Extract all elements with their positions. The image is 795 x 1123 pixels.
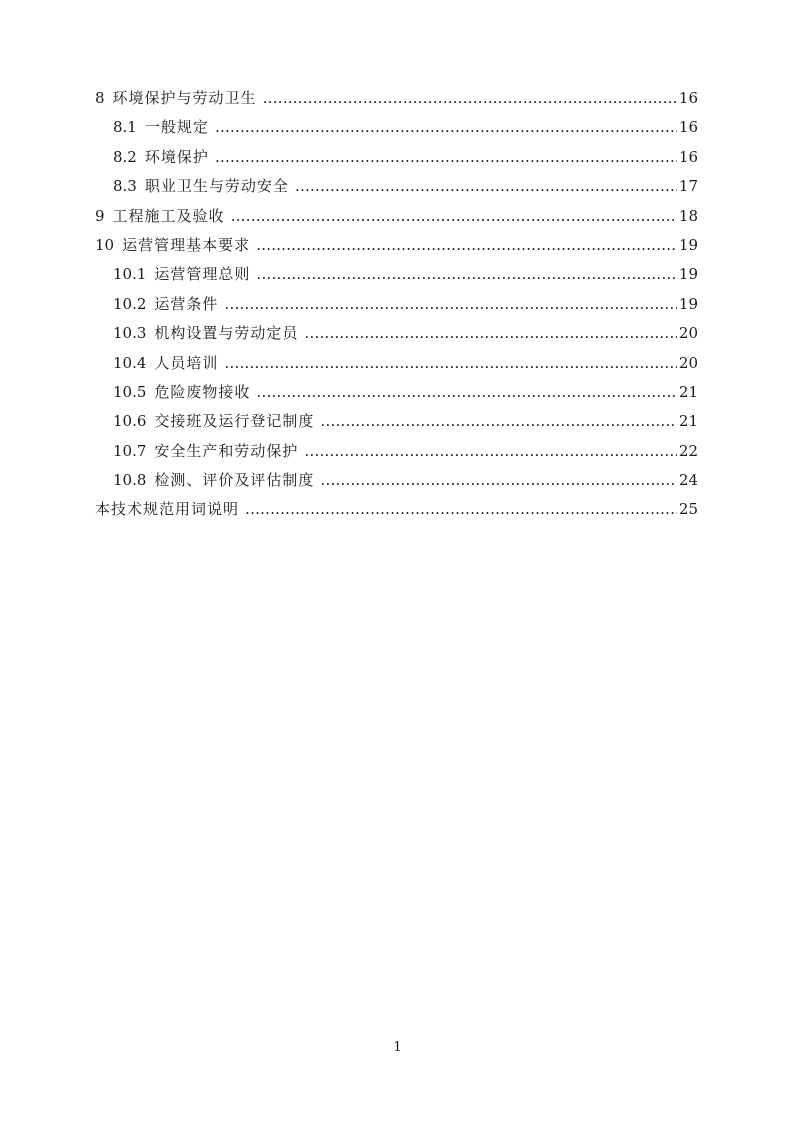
toc-entry-number: 8.3	[113, 177, 137, 196]
toc-entry-page: 21	[678, 412, 698, 431]
toc-entry-title: 工程施工及验收	[112, 206, 225, 225]
toc-dot-leader	[224, 349, 676, 378]
toc-entry-8-1[interactable]	[95, 113, 698, 142]
toc-entry-10-4[interactable]	[95, 349, 698, 378]
toc-entry-10-5[interactable]	[95, 378, 698, 407]
toc-entry-title: 机构设置与劳动定员	[154, 324, 299, 343]
toc-entry-title: 安全生产和劳动保护	[154, 441, 299, 460]
toc-entry-page: 21	[678, 382, 698, 401]
toc-dot-leader	[304, 319, 676, 348]
toc-entry-10-2[interactable]	[95, 290, 698, 319]
toc-entry-terms-explanation[interactable]	[95, 495, 698, 524]
toc-entry-title: 环境保护	[144, 147, 209, 166]
toc-entry-title: 危险废物接收	[154, 382, 251, 401]
toc-dot-leader	[320, 466, 676, 495]
toc-dot-leader	[304, 437, 676, 466]
toc-entry-page: 19	[678, 235, 698, 254]
toc-entry-page: 20	[678, 324, 698, 343]
toc-entry-number: 10.7	[113, 441, 147, 460]
toc-entry-title: 运营管理基本要求	[122, 235, 251, 254]
toc-entry-title: 运营管理总则	[154, 265, 251, 284]
toc-entry-10-8[interactable]	[95, 466, 698, 495]
toc-entry-page: 19	[678, 294, 698, 313]
toc-entry-title: 人员培训	[154, 353, 219, 372]
toc-entry-number: 9	[95, 206, 105, 225]
toc-entry-number: 10	[95, 235, 115, 254]
toc-entry-number: 10.1	[113, 265, 147, 284]
toc-entry-8[interactable]	[95, 84, 698, 113]
toc-entry-number: 8.1	[113, 118, 137, 137]
toc-dot-leader	[256, 231, 677, 260]
toc-entry-page: 24	[678, 471, 698, 490]
toc-entry-page: 16	[678, 89, 698, 107]
toc-entry-title: 检测、评价及评估制度	[154, 471, 315, 490]
toc-entry-page: 20	[678, 353, 698, 372]
toc-entry-number: 10.8	[113, 471, 147, 490]
toc-entry-10-7[interactable]	[95, 437, 698, 466]
toc-dot-leader	[215, 143, 677, 172]
toc-entry-10-1[interactable]	[95, 260, 698, 289]
toc-entry-page: 18	[678, 206, 698, 225]
toc-entry-title: 交接班及运行登记制度	[154, 412, 315, 431]
toc-dot-leader	[224, 290, 676, 319]
toc-entry-number: 8	[95, 89, 105, 107]
page-number: 1	[393, 1040, 402, 1055]
toc-entry-page: 22	[678, 441, 698, 460]
toc-entry-10-3[interactable]	[95, 319, 698, 348]
toc-entry-9[interactable]	[95, 202, 698, 231]
toc-entry-number: 10.6	[113, 412, 147, 431]
toc-entry-title: 职业卫生与劳动安全	[144, 177, 289, 196]
toc-entry-page: 17	[678, 177, 698, 196]
toc-entry-number: 10.2	[113, 294, 147, 313]
toc-entry-title: 本技术规范用词说明	[95, 500, 240, 519]
toc-entry-number: 10.4	[113, 353, 147, 372]
table-of-contents	[95, 84, 698, 525]
toc-dot-leader	[245, 495, 677, 524]
toc-dot-leader	[263, 84, 677, 113]
toc-entry-10[interactable]	[95, 231, 698, 260]
toc-dot-leader	[256, 260, 676, 289]
toc-entry-page: 16	[678, 118, 698, 137]
toc-entry-8-2[interactable]	[95, 143, 698, 172]
toc-entry-number: 10.3	[113, 324, 147, 343]
toc-entry-title: 一般规定	[144, 118, 209, 137]
toc-entry-10-6[interactable]	[95, 407, 698, 436]
toc-dot-leader	[231, 202, 677, 231]
toc-dot-leader	[256, 378, 676, 407]
toc-dot-leader	[215, 113, 677, 142]
toc-entry-8-3[interactable]	[95, 172, 698, 201]
toc-entry-title: 环境保护与劳动卫生	[112, 89, 257, 107]
toc-dot-leader	[295, 172, 677, 201]
toc-dot-leader	[320, 407, 676, 436]
toc-entry-number: 10.5	[113, 382, 147, 401]
toc-entry-number: 8.2	[113, 147, 137, 166]
toc-entry-title: 运营条件	[154, 294, 219, 313]
toc-entry-page: 19	[678, 265, 698, 284]
toc-entry-page: 25	[678, 500, 698, 519]
toc-entry-page: 16	[678, 147, 698, 166]
